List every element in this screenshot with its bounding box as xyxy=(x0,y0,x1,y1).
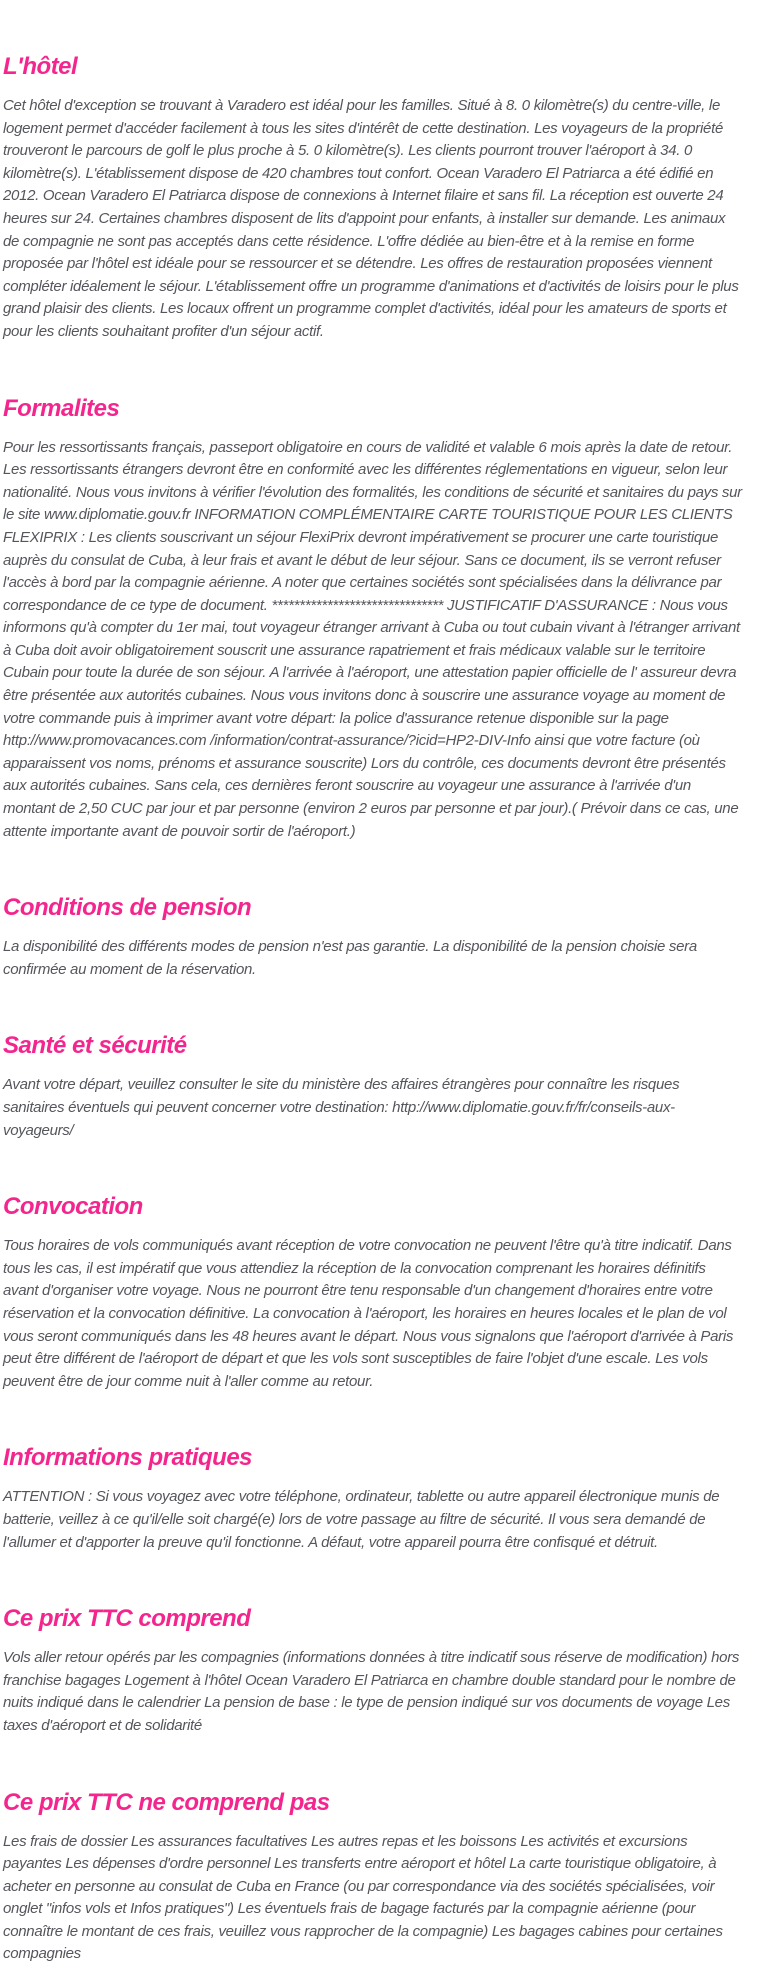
section-body: Les frais de dossier Les assurances facultatives Les autres repas et les boissons Les activités et excursions payantes Les dépenses d'ordre personnel Les transferts entre aéroport et hôtel La carte touristique obligatoire, à acheter en personne au consulat de Cuba en France (ou par correspondance via des sociétés spécialisées, voir onglet "infos vols et Infos pratiques") Les éventuels frais de bagage facturés par la compagnie aérienne (pour connaître le montant de ces frais, veuillez vous rapprocher de la compagnie) Les bagages cabines pour certaines compagnies xyxy=(3,1832,723,1963)
info-section xyxy=(3,1789,742,1967)
section-body: Cet hôtel d'exception se trouvant à Varadero est idéal pour les familles. Situé à 8. 0 kilomètre(s) du centre-ville, le logement permet d'accéder facilement à tous les sites d'intérêt de cette destination. Les voyageurs de la propriété trouveront le parcours de golf le plus proche à 5. 0 kilomètre(s). Les clients pourront trouver l'aéroport à 34. 0 kilomètre(s). L'établissement dispose de 420 chambres tout confort. Ocean Varadero El Patriarca a été édifié en 2012. Ocean Varadero El Patriarca dispose de connexions à Internet filaire et sans fil. La réception est ouverte 24 heures sur 24. Certaines chambres disposent de lits d'appoint pour enfants, à installer sur demande. Les animaux de compagnie ne sont pas acceptés dans cette résidence. L'offre dédiée au bien-être et à la remise en forme proposée par l'hôtel est idéale pour se ressourcer et se détendre. Les offres de restauration proposées viennent compléter idéalement le séjour. L'établissement offre un programme d'animations et d'activités de loisirs pour le plus grand plaisir des clients. Les locaux offrent un programme complet d'activités, idéal pour les amateurs de sports et pour les clients souhaitant profiter d'un séjour actif. xyxy=(3,97,739,340)
section-body: Pour les ressortissants français, passeport obligatoire en cours de validité et valable 6 mois après la date de retour. Les ressortissants étrangers devront être en conformité avec les différentes réglementations en vigueur, selon leur nationalité. Nous vous invitons à vérifier l'évolution des formalités, les conditions de sécurité et sanitaires du pays sur le site www.diplomatie.gouv.fr INFORMATION COMPLÉMENTAIRE CARTE TOURISTIQUE POUR LES CLIENTS FLEXIPRIX : Les clients souscrivant un séjour FlexiPrix devront impérativement se procurer une carte touristique auprès du consulat de Cuba, à leur frais et avant le début de leur séjour. Sans ce document, ils se verront refuser l'accès à bord par la compagnie aérienne. A noter que certaines sociétés sont spécialisées dans la délivrance par correspondance de ce type de document. ******************************* JUSTIFICATIF D'ASSURANCE : Nous vous informons qu'à compter du 1er mai, tout voyageur étranger arrivant à Cuba ou tout cubain vivant à l'étranger arrivant à Cuba doit avoir obligatoirement souscrit une assurance rapatriement et frais médicaux valable sur le territoire Cubain pour toute la durée de son séjour. A l'arrivée à l'aéroport, une attestation papier officielle de l' assureur devra être présentée aux autorités cubaines. Nous vous invitons donc à souscrire une assurance voyage au moment de votre commande puis à imprimer avant votre départ: la police d'assurance retenue disponible sur la page http://www.promovacances.com /information/contrat-assurance/?icid=HP2-DIV-Info ainsi que votre facture (où apparaissent vos noms, prénoms et assurance souscrite) Lors du contrôle, ces documents devront être présentés aux autorités cubaines. Sans cela, ces dernières feront souscrire au voyageur une assurance à l'arrivée d'un montant de 2,50 CUC par jour et par personne (environ 2 euros par personne et par jour).( Prévoir dans ce cas, une attente importante avant de pouvoir sortir de l'aéroport.) xyxy=(3,438,742,840)
info-section xyxy=(3,1605,742,1737)
section-heading: Conditions de pension xyxy=(3,894,252,922)
section-body: La disponibilité des différents modes de pension n'est pas garantie. La disponibilité de la pension choisie sera confirmée au moment de la réservation. xyxy=(3,938,697,978)
info-section xyxy=(3,1444,742,1554)
section-heading: Convocation xyxy=(3,1193,143,1221)
info-section xyxy=(3,53,742,344)
info-section xyxy=(3,1193,742,1393)
section-heading: Ce prix TTC comprend xyxy=(3,1605,251,1633)
section-heading: Informations pratiques xyxy=(3,1444,253,1472)
info-section xyxy=(3,894,742,981)
section-body: ATTENTION : Si vous voyagez avec votre téléphone, ordinateur, tablette ou autre appareil électronique munis de batterie, veillez à ce qu'il/elle soit chargé(e) lors de votre passage au filtre de sécurité. Il vous sera demandé de l'allumer et d'apporter la preuve qu'il fonctionne. A défaut, votre appareil pourra être confisqué et détruit. xyxy=(3,1488,720,1551)
section-heading: Ce prix TTC ne comprend pas xyxy=(3,1788,330,1816)
section-heading: Formalites xyxy=(3,394,120,422)
info-section xyxy=(3,1032,742,1142)
section-body: Tous horaires de vols communiqués avant réception de votre convocation ne peuvent l'être qu'à titre indicatif. Dans tous les cas, il est impératif que vous attendiez la réception de la convocation comprenant les horaires définitifs avant d'organiser votre voyage. Nous ne pourront être tenu responsable d'un changement d'horaires entre votre réservation et la convocation définitive. La convocation à l'aéroport, les horaires en heures locales et le plan de vol vous seront communiqués dans les 48 heures avant le départ. Nous vous signalons que l'aéroport d'arrivée à Paris peut être différent de l'aéroport de départ et que les vols sont susceptibles de faire l'objet d'une escale. Les vols peuvent être de jour comme nuit à l'aller comme au retour. xyxy=(3,1237,734,1390)
section-body: Avant votre départ, veuillez consulter le site du ministère des affaires étrangères pour connaître les risques sanitaires éventuels qui peuvent concerner votre destination: http://www.diplomatie.gouv.fr/fr/conseils-aux-voyageurs/ xyxy=(3,1076,680,1139)
section-heading: Santé et sécurité xyxy=(3,1032,187,1060)
section-body: Vols aller retour opérés par les compagnies (informations données à titre indicatif sous réserve de modification) hors franchise bagages Logement à l'hôtel Ocean Varadero El Patriarca en chambre double standard pour le nombre de nuits indiqué dans le calendrier La pension de base : le type de pension indiqué sur vos documents de voyage Les taxes d'aéroport et de solidarité xyxy=(3,1649,740,1734)
info-section xyxy=(3,395,742,844)
section-heading: L'hôtel xyxy=(3,53,78,80)
